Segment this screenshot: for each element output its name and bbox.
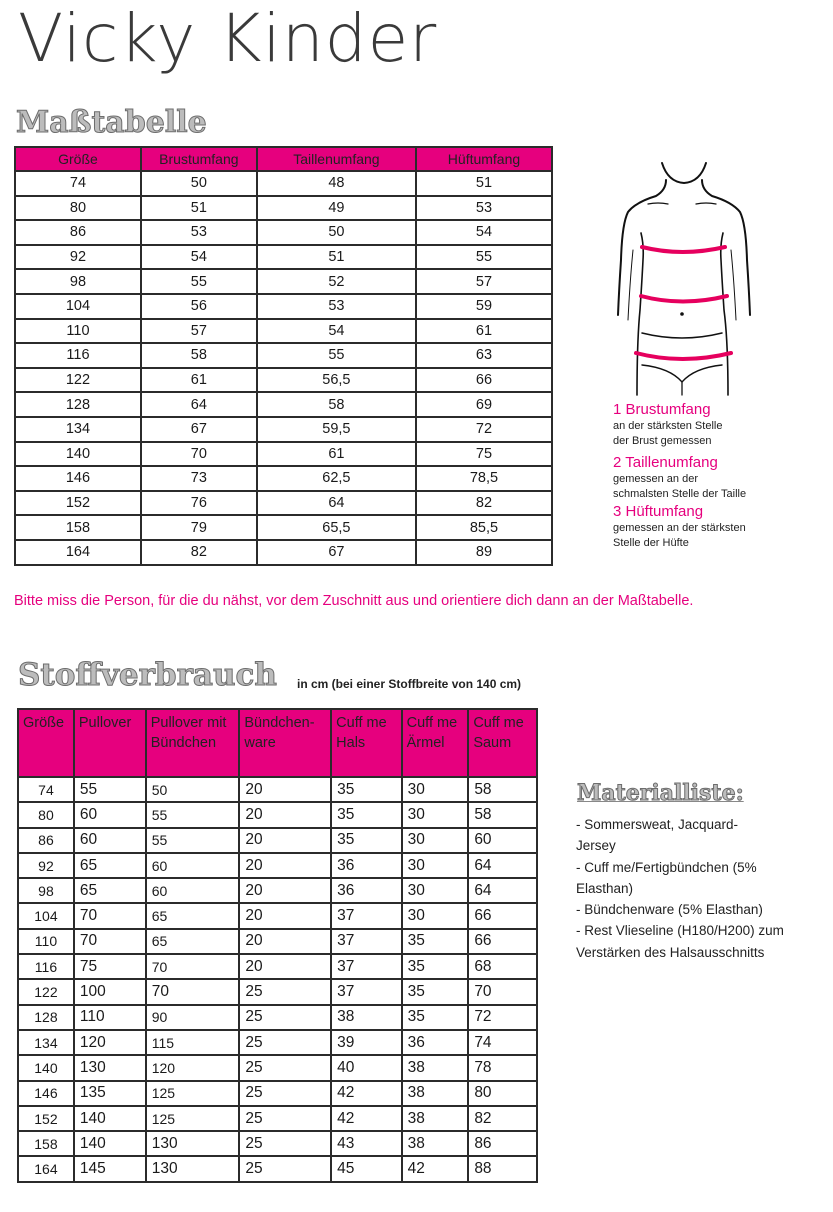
cell-size: 98 [18,878,74,903]
size-chart-row [15,319,552,344]
cell-waist: 55 [257,343,416,368]
cell-pullover: 75 [74,954,146,979]
cell-chest: 79 [141,515,257,540]
cell-size: 116 [18,954,74,979]
cell-pullover: 65 [74,853,146,878]
cell-hip: 55 [416,245,552,270]
cell-cuff-sleeve: 35 [402,954,469,979]
cell-chest: 54 [141,245,257,270]
size-chart-row [15,515,552,540]
fabric-usage-row [18,802,537,827]
cell-ribbing: 25 [239,1055,331,1080]
cell-cuff-neck: 36 [331,878,401,903]
size-chart-row [15,466,552,491]
measurement-legend [613,400,813,551]
cell-cuff-hem: 70 [468,979,537,1004]
cell-cuff-hem: 64 [468,853,537,878]
cell-size: 104 [15,294,141,319]
fabric-usage-row [18,1005,537,1030]
cell-waist: 50 [257,220,416,245]
cell-pullover-with-cuffs: 130 [146,1131,240,1156]
cell-cuff-neck: 39 [331,1030,401,1055]
cell-chest: 50 [141,171,257,196]
fabric-usage-note: in cm (bei einer Stoffbreite von 140 cm) [297,677,522,691]
column-header-cuff-hem [468,709,537,777]
cell-cuff-hem: 78 [468,1055,537,1080]
legend-hip-label: 3 Hüftumfang [613,503,704,520]
cell-waist: 58 [257,392,416,417]
legend-waist-desc: gemessen an der [613,473,698,485]
size-chart-row [15,269,552,294]
column-header-line: Cuff me [406,715,458,731]
column-header-line: Saum [473,734,512,751]
fabric-usage-row [18,979,537,1004]
cell-waist: 56,5 [257,368,416,393]
cell-cuff-sleeve: 30 [402,853,469,878]
cell-size: 122 [15,368,141,393]
cell-waist: 49 [257,196,416,221]
cell-size: 134 [15,417,141,442]
size-chart-row [15,540,552,565]
cell-pullover: 55 [74,777,146,802]
cell-pullover: 130 [74,1055,146,1080]
cell-cuff-sleeve: 30 [402,828,469,853]
column-header-pullover-with-cuffs [146,709,240,777]
cell-size: 116 [15,343,141,368]
cell-cuff-hem: 64 [468,878,537,903]
cell-pullover-with-cuffs: 115 [146,1030,240,1055]
cell-size: 152 [15,491,141,516]
size-chart-row [15,220,552,245]
materials-list-line: Verstärken des Halsausschnitts [576,944,765,960]
cell-ribbing: 20 [239,802,331,827]
cell-size: 98 [15,269,141,294]
cell-chest: 70 [141,442,257,467]
legend-chest-desc: an der stärksten Stelle [613,420,723,432]
cell-pullover: 60 [74,828,146,853]
cell-chest: 64 [141,392,257,417]
size-chart-row [15,245,552,270]
cell-cuff-sleeve: 36 [402,1030,469,1055]
cell-pullover-with-cuffs: 55 [146,828,240,853]
column-header-line: Größe [23,715,65,731]
cell-cuff-neck: 37 [331,903,401,928]
cell-size: 86 [18,828,74,853]
column-header-line: Cuff me [336,715,387,731]
cell-ribbing: 25 [239,979,331,1004]
column-header-line: Ärmel [406,734,445,751]
size-chart-row [15,368,552,393]
cell-size: 158 [15,515,141,540]
materials-list-line: - Rest Vlieseline (H180/H200) zum [576,923,784,939]
cell-pullover: 70 [74,903,146,928]
materials-list-line: - Sommersweat, Jacquard- [576,817,739,832]
fabric-usage-table [17,708,538,1183]
cell-pullover: 60 [74,802,146,827]
materials-list-line: - Bündchenware (5% Elasthan) [576,902,763,918]
cell-pullover-with-cuffs: 120 [146,1055,240,1080]
legend-hip-desc: gemessen an der stärksten [613,522,746,534]
fabric-usage-row [18,1081,537,1106]
cell-chest: 76 [141,491,257,516]
cell-waist: 64 [257,491,416,516]
cell-waist: 52 [257,269,416,294]
cell-waist: 48 [257,171,416,196]
cell-cuff-sleeve: 38 [402,1081,469,1106]
cell-hip: 51 [416,171,552,196]
cell-size: 74 [18,777,74,802]
cell-cuff-neck: 35 [331,777,401,802]
measuring-instruction: Bitte miss die Person, für die du nähst, vor dem Zuschnitt aus und orientiere dich dann an der Maßtabelle. [14,593,694,609]
cell-ribbing: 25 [239,1156,331,1181]
column-header-size [18,709,74,777]
cell-chest: 73 [141,466,257,491]
cell-cuff-neck: 37 [331,954,401,979]
legend-chest-label: 1 Brustumfang [613,401,711,418]
cell-pullover-with-cuffs: 60 [146,878,240,903]
cell-size: 146 [15,466,141,491]
cell-cuff-neck: 37 [331,979,401,1004]
cell-cuff-hem: 66 [468,929,537,954]
cell-cuff-hem: 88 [468,1156,537,1181]
cell-waist: 59,5 [257,417,416,442]
cell-cuff-hem: 58 [468,802,537,827]
fabric-usage-row [18,1156,537,1181]
cell-cuff-neck: 43 [331,1131,401,1156]
cell-chest: 57 [141,319,257,344]
size-chart-row [15,442,552,467]
cell-size: 80 [15,196,141,221]
cell-size: 140 [18,1055,74,1080]
cell-size: 92 [15,245,141,270]
size-chart-header-row [15,147,552,171]
cell-cuff-sleeve: 35 [402,979,469,1004]
column-header-line: Cuff me [473,715,524,731]
cell-hip: 59 [416,294,552,319]
cell-ribbing: 20 [239,828,331,853]
column-header-hip: Hüftumfang [416,147,552,171]
cell-ribbing: 20 [239,954,331,979]
cell-cuff-hem: 80 [468,1081,537,1106]
cell-cuff-sleeve: 42 [402,1156,469,1181]
cell-size: 122 [18,979,74,1004]
cell-hip: 57 [416,269,552,294]
cell-size: 110 [18,929,74,954]
cell-cuff-hem: 58 [468,777,537,802]
body-measurement-figure [600,150,760,400]
column-header-chest: Brustumfang [141,147,257,171]
fabric-usage-row [18,954,537,979]
materials-list [576,814,821,963]
cell-size: 128 [18,1005,74,1030]
materials-list-line: Jersey [576,838,616,854]
cell-size: 104 [18,903,74,928]
materials-list-line: - Cuff me/Fertigbündchen (5% [576,859,757,875]
cell-pullover: 70 [74,929,146,954]
cell-hip: 85,5 [416,515,552,540]
fabric-usage-row [18,1131,537,1156]
cell-cuff-neck: 42 [331,1106,401,1131]
fabric-usage-row [18,828,537,853]
column-header-cuff-sleeve [402,709,469,777]
cell-cuff-sleeve: 35 [402,1005,469,1030]
cell-hip: 54 [416,220,552,245]
cell-pullover-with-cuffs: 90 [146,1005,240,1030]
cell-cuff-hem: 86 [468,1131,537,1156]
cell-pullover-with-cuffs: 60 [146,853,240,878]
cell-size: 86 [15,220,141,245]
fabric-usage-row [18,878,537,903]
navel [680,312,684,316]
cell-pullover: 145 [74,1156,146,1181]
cell-pullover-with-cuffs: 125 [146,1081,240,1106]
cell-cuff-sleeve: 35 [402,929,469,954]
fabric-usage-heading: Stoffverbrauch [18,657,277,693]
cell-ribbing: 20 [239,878,331,903]
cell-hip: 78,5 [416,466,552,491]
cell-cuff-sleeve: 30 [402,777,469,802]
column-header-pullover [74,709,146,777]
cell-chest: 56 [141,294,257,319]
size-chart-row [15,491,552,516]
page-title: Vicky Kinder [18,0,438,77]
cell-size: 158 [18,1131,74,1156]
cell-ribbing: 25 [239,1106,331,1131]
cell-waist: 53 [257,294,416,319]
cell-pullover: 140 [74,1131,146,1156]
cell-size: 146 [18,1081,74,1106]
cell-size: 152 [18,1106,74,1131]
fabric-usage-row [18,777,537,802]
cell-chest: 82 [141,540,257,565]
cell-size: 164 [18,1156,74,1181]
cell-cuff-neck: 37 [331,929,401,954]
cell-cuff-hem: 82 [468,1106,537,1131]
cell-waist: 51 [257,245,416,270]
column-header-size: Größe [15,147,141,171]
cell-hip: 53 [416,196,552,221]
cell-pullover-with-cuffs: 55 [146,802,240,827]
cell-hip: 72 [416,417,552,442]
cell-size: 128 [15,392,141,417]
cell-hip: 63 [416,343,552,368]
materials-list-line: Elasthan) [576,880,634,896]
size-chart-heading: Maßtabelle [16,105,207,140]
cell-size: 80 [18,802,74,827]
column-header-waist: Taillenumfang [257,147,416,171]
cell-pullover-with-cuffs: 130 [146,1156,240,1181]
column-header-line: ware [244,734,276,751]
cell-cuff-sleeve: 30 [402,878,469,903]
cell-waist: 65,5 [257,515,416,540]
materials-heading: Materialliste: [577,780,744,806]
size-chart-row [15,294,552,319]
cell-pullover-with-cuffs: 70 [146,954,240,979]
cell-cuff-neck: 35 [331,802,401,827]
column-header-line: Hals [336,734,366,751]
cell-ribbing: 20 [239,903,331,928]
fabric-usage-row [18,903,537,928]
cell-waist: 54 [257,319,416,344]
cell-cuff-sleeve: 38 [402,1055,469,1080]
cell-hip: 69 [416,392,552,417]
fabric-usage-row [18,1055,537,1080]
cell-ribbing: 20 [239,853,331,878]
cell-ribbing: 25 [239,1030,331,1055]
size-chart-table [14,146,553,566]
legend-waist-label: 2 Taillenumfang [613,454,718,471]
cell-cuff-neck: 38 [331,1005,401,1030]
cell-size: 164 [15,540,141,565]
cell-cuff-neck: 42 [331,1081,401,1106]
column-header-line: Bündchen- [244,715,315,731]
cell-pullover-with-cuffs: 65 [146,929,240,954]
cell-hip: 89 [416,540,552,565]
cell-cuff-neck: 40 [331,1055,401,1080]
cell-pullover-with-cuffs: 50 [146,777,240,802]
cell-ribbing: 25 [239,1131,331,1156]
column-header-line: Bündchen [150,734,217,751]
cell-waist: 62,5 [257,466,416,491]
size-chart-row [15,343,552,368]
cell-chest: 58 [141,343,257,368]
cell-cuff-sleeve: 30 [402,802,469,827]
fabric-usage-header-row [18,709,537,777]
cell-chest: 67 [141,417,257,442]
cell-pullover: 65 [74,878,146,903]
cell-cuff-neck: 36 [331,853,401,878]
fabric-usage-row [18,929,537,954]
column-header-cuff-neck [331,709,401,777]
cell-pullover-with-cuffs: 70 [146,979,240,1004]
column-header-ribbing [239,709,331,777]
cell-hip: 66 [416,368,552,393]
cell-size: 92 [18,853,74,878]
cell-size: 134 [18,1030,74,1055]
cell-chest: 51 [141,196,257,221]
column-header-line: Pullover [78,715,132,731]
size-chart-row [15,171,552,196]
cell-pullover-with-cuffs: 125 [146,1106,240,1131]
cell-waist: 67 [257,540,416,565]
hip-measurement-line [636,353,731,359]
cell-hip: 61 [416,319,552,344]
cell-hip: 75 [416,442,552,467]
cell-chest: 55 [141,269,257,294]
legend-chest-desc: der Brust gemessen [613,435,712,447]
legend-waist-desc: schmalsten Stelle der Taille [613,488,747,500]
waist-measurement-line [641,296,727,302]
cell-cuff-hem: 66 [468,903,537,928]
fabric-usage-row [18,853,537,878]
cell-ribbing: 25 [239,1081,331,1106]
cell-pullover: 100 [74,979,146,1004]
cell-ribbing: 20 [239,777,331,802]
cell-pullover: 135 [74,1081,146,1106]
cell-ribbing: 20 [239,929,331,954]
cell-cuff-sleeve: 30 [402,903,469,928]
size-chart-row [15,392,552,417]
cell-size: 110 [15,319,141,344]
cell-hip: 82 [416,491,552,516]
column-header-line: Pullover mit [150,715,227,731]
cell-cuff-hem: 68 [468,954,537,979]
fabric-usage-row [18,1030,537,1055]
cell-cuff-hem: 60 [468,828,537,853]
legend-hip-desc: Stelle der Hüfte [613,537,689,549]
cell-size: 140 [15,442,141,467]
cell-pullover-with-cuffs: 65 [146,903,240,928]
cell-chest: 53 [141,220,257,245]
cell-cuff-neck: 45 [331,1156,401,1181]
fabric-usage-row [18,1106,537,1131]
size-chart-row [15,417,552,442]
cell-cuff-sleeve: 38 [402,1106,469,1131]
size-chart-row [15,196,552,221]
cell-pullover: 120 [74,1030,146,1055]
cell-cuff-hem: 72 [468,1005,537,1030]
cell-chest: 61 [141,368,257,393]
cell-pullover: 140 [74,1106,146,1131]
cell-cuff-hem: 74 [468,1030,537,1055]
cell-ribbing: 25 [239,1005,331,1030]
cell-cuff-neck: 35 [331,828,401,853]
cell-cuff-sleeve: 38 [402,1131,469,1156]
cell-pullover: 110 [74,1005,146,1030]
cell-size: 74 [15,171,141,196]
chest-measurement-line [642,247,725,252]
cell-waist: 61 [257,442,416,467]
